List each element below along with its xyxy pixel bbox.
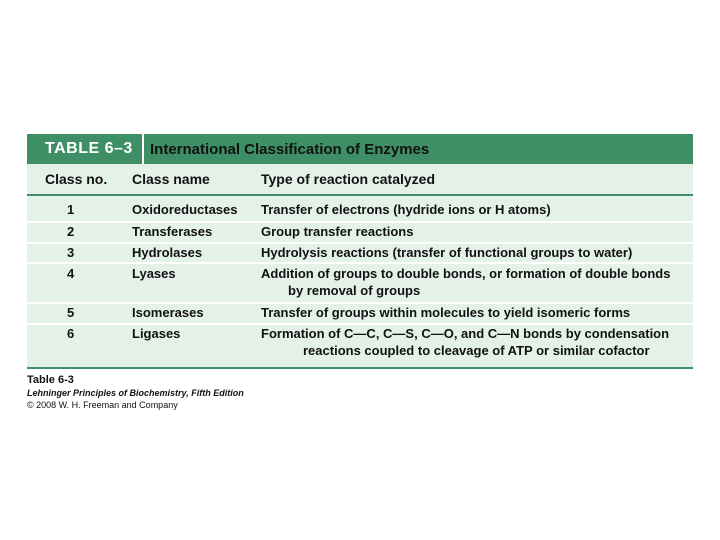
- table-row: [27, 244, 693, 264]
- header-class-name: Class name: [132, 171, 210, 187]
- caption-copyright: © 2008 W. H. Freeman and Company: [27, 400, 178, 410]
- row-class-no: 1: [67, 202, 75, 217]
- row-reaction-type: Hydrolysis reactions (transfer of functional groups to water): [261, 245, 633, 260]
- row-reaction-type: Transfer of electrons (hydride ions or H atoms): [261, 202, 551, 217]
- row-reaction-type: Transfer of groups within molecules to yield isomeric forms: [261, 305, 631, 320]
- row-class-name: Hydrolases: [132, 245, 203, 260]
- row-class-no: 2: [67, 224, 75, 239]
- table-number: TABLE 6–3: [45, 140, 133, 157]
- row-class-no: 5: [67, 305, 75, 320]
- row-class-name: Transferases: [132, 224, 213, 239]
- row-divider: [27, 262, 693, 264]
- header-rule: [27, 194, 693, 196]
- row-class-name: Isomerases: [132, 305, 204, 320]
- row-reaction-type: Formation of C—C, C—S, C—O, and C—N bonds by condensation: [261, 326, 670, 341]
- row-class-name: Oxidoreductases: [132, 202, 238, 217]
- table-row: [27, 325, 693, 361]
- row-class-no: 4: [67, 266, 75, 281]
- row-reaction-type-continued: by removal of groups: [288, 283, 421, 298]
- table-row: [27, 223, 693, 243]
- row-class-name: Ligases: [132, 326, 181, 341]
- row-class-name: Lyases: [132, 266, 176, 281]
- row-reaction-type: Addition of groups to double bonds, or formation of double bonds: [261, 266, 671, 281]
- table-title: International Classification of Enzymes: [150, 141, 430, 158]
- table-row: [27, 304, 693, 324]
- caption-label: Table 6-3: [27, 374, 74, 386]
- row-reaction-type-continued: reactions coupled to cleavage of ATP or similar cofactor: [303, 343, 650, 358]
- header-reaction-type: Type of reaction catalyzed: [261, 171, 436, 187]
- table-title-bar: [27, 134, 693, 164]
- title-divider: [142, 134, 144, 164]
- header-class-no: Class no.: [45, 171, 108, 187]
- row-class-no: 6: [67, 326, 75, 341]
- row-reaction-type: Group transfer reactions: [261, 224, 414, 239]
- caption-book-title: Lehninger Principles of Biochemistry, Fifth Edition: [27, 388, 244, 398]
- row-class-no: 3: [67, 245, 75, 260]
- table-row: [27, 265, 693, 301]
- table-caption: [27, 374, 244, 411]
- table-row: [27, 201, 693, 221]
- enzyme-classification-table: [27, 134, 693, 369]
